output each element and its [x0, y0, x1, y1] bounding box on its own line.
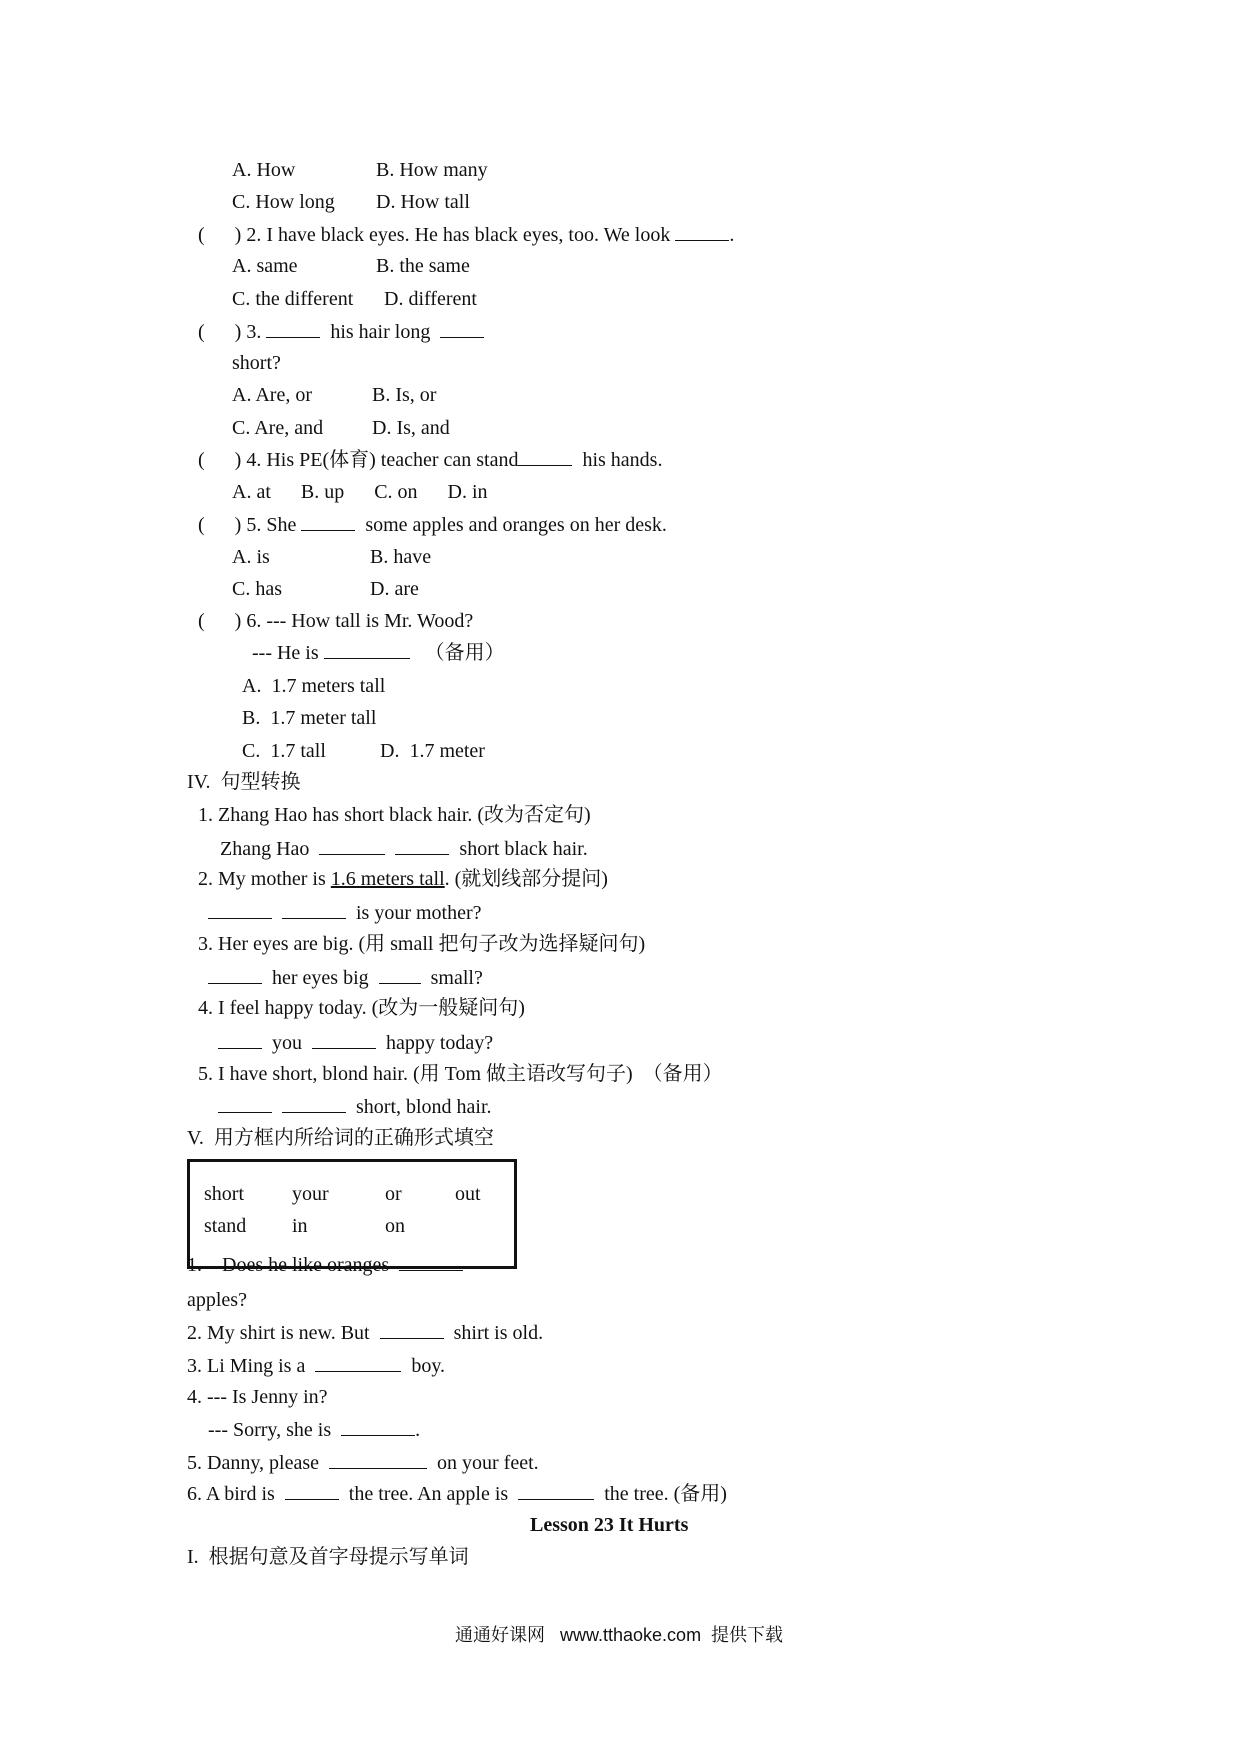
answer-blank[interactable] — [319, 836, 385, 855]
answer-blank[interactable] — [518, 447, 572, 466]
q2-stem: ( ) 2. I have black eyes. He has black eyes, too. We look . — [198, 224, 735, 246]
q3-option-a: A. Are, or — [232, 384, 312, 406]
answer-blank[interactable] — [399, 1252, 463, 1271]
answer-blank[interactable] — [341, 1417, 415, 1436]
answer-blank[interactable] — [285, 1481, 339, 1500]
answer-blank[interactable] — [312, 1030, 376, 1049]
q6-option-d: D. 1.7 meter — [380, 740, 485, 762]
q1-option-a: A. How — [232, 159, 296, 181]
q5-option-b: B. have — [370, 546, 432, 568]
q3-stem: ( ) 3. his hair long — [198, 319, 484, 344]
q5-option-d: D. are — [370, 578, 419, 600]
q2-option-a: A. same — [232, 255, 298, 277]
q4-options: A. at B. up C. on D. in — [232, 481, 488, 503]
f2-prompt: 2. My shirt is new. But shirt is old. — [187, 1322, 544, 1344]
s1-prompt: 1. Zhang Hao has short black hair. (改为否定句) — [198, 804, 591, 826]
q3-stem-cont: short? — [232, 352, 281, 374]
section-i-title: I. 根据句意及首字母提示写单词 — [187, 1546, 469, 1568]
f1-prompt: 1. Does he like oranges — [187, 1252, 463, 1277]
answer-blank[interactable] — [379, 965, 421, 984]
s4-answer: you happy today? — [218, 1030, 493, 1055]
answer-blank[interactable] — [380, 1320, 444, 1339]
q6-option-a: A. 1.7 meters tall — [242, 675, 386, 697]
word-in: in — [292, 1215, 308, 1237]
q2-option-d: D. different — [384, 288, 477, 310]
q3-option-d: D. Is, and — [372, 417, 450, 439]
q1-option-b: B. How many — [376, 159, 488, 181]
answer-blank[interactable] — [208, 900, 272, 919]
f4-prompt: 4. --- Is Jenny in? — [187, 1386, 328, 1408]
f5-prompt: 5. Danny, please on your feet. — [187, 1452, 539, 1474]
s5-answer: short, blond hair. — [218, 1094, 492, 1119]
q1-option-d: D. How tall — [376, 191, 470, 213]
page-footer: 通通好课网 www.tthaoke.com 提供下载 — [455, 1625, 784, 1645]
f4-answer: --- Sorry, she is . — [208, 1419, 421, 1441]
f3-prompt: 3. Li Ming is a boy. — [187, 1355, 446, 1377]
q2-option-b: B. the same — [376, 255, 470, 277]
f6-prompt: 6. A bird is the tree. An apple is the tree. (备用) — [187, 1483, 727, 1505]
section-v-title: V. 用方框内所给词的正确形式填空 — [187, 1127, 494, 1149]
answer-blank[interactable] — [218, 1094, 272, 1113]
answer-blank[interactable] — [675, 222, 729, 241]
q3-option-c: C. Are, and — [232, 417, 324, 439]
answer-blank[interactable] — [395, 836, 449, 855]
q1-option-c: C. How long — [232, 191, 335, 213]
answer-blank[interactable] — [440, 319, 484, 338]
word-stand: stand — [204, 1215, 247, 1237]
s5-prompt: 5. I have short, blond hair. (用 Tom 做主语改写句子) （备用） — [198, 1063, 723, 1085]
answer-blank[interactable] — [518, 1481, 594, 1500]
answer-blank[interactable] — [301, 512, 355, 531]
q6-answer-line: --- He is （备用） — [252, 642, 505, 664]
word-out: out — [455, 1183, 481, 1205]
q6-stem: ( ) 6. --- How tall is Mr. Wood? — [198, 610, 474, 632]
s1-answer: Zhang Hao short black hair. — [220, 838, 588, 860]
word-your: your — [292, 1183, 329, 1205]
word-short: short — [204, 1183, 244, 1205]
answer-blank[interactable] — [218, 1030, 262, 1049]
q5-option-c: C. has — [232, 578, 282, 600]
q4-stem: ( ) 4. His PE(体育) teacher can stand his hands. — [198, 449, 663, 471]
answer-blank[interactable] — [329, 1450, 427, 1469]
s3-answer: her eyes big small? — [208, 965, 483, 990]
s2-prompt: 2. My mother is 1.6 meters tall. (就划线部分提问) — [198, 868, 608, 890]
section-iv-title: IV. 句型转换 — [187, 771, 301, 793]
word-on: on — [385, 1215, 405, 1237]
answer-blank[interactable] — [208, 965, 262, 984]
answer-blank[interactable] — [282, 1094, 346, 1113]
q6-option-b: B. 1.7 meter tall — [242, 707, 377, 729]
q5-option-a: A. is — [232, 546, 270, 568]
answer-blank[interactable] — [282, 900, 346, 919]
q6-option-c: C. 1.7 tall — [242, 740, 326, 762]
s3-prompt: 3. Her eyes are big. (用 small 把句子改为选择疑问句) — [198, 933, 646, 955]
f1-cont: apples? — [187, 1289, 247, 1311]
s2-answer: is your mother? — [208, 900, 482, 925]
answer-blank[interactable] — [315, 1353, 401, 1372]
s4-prompt: 4. I feel happy today. (改为一般疑问句) — [198, 997, 525, 1019]
answer-blank[interactable] — [324, 640, 410, 659]
lesson-title: Lesson 23 It Hurts — [530, 1514, 689, 1536]
answer-blank[interactable] — [266, 319, 320, 338]
q5-stem: ( ) 5. She some apples and oranges on her desk. — [198, 514, 667, 536]
q2-option-c: C. the different — [232, 288, 354, 310]
q3-option-b: B. Is, or — [372, 384, 437, 406]
word-or: or — [385, 1183, 402, 1205]
